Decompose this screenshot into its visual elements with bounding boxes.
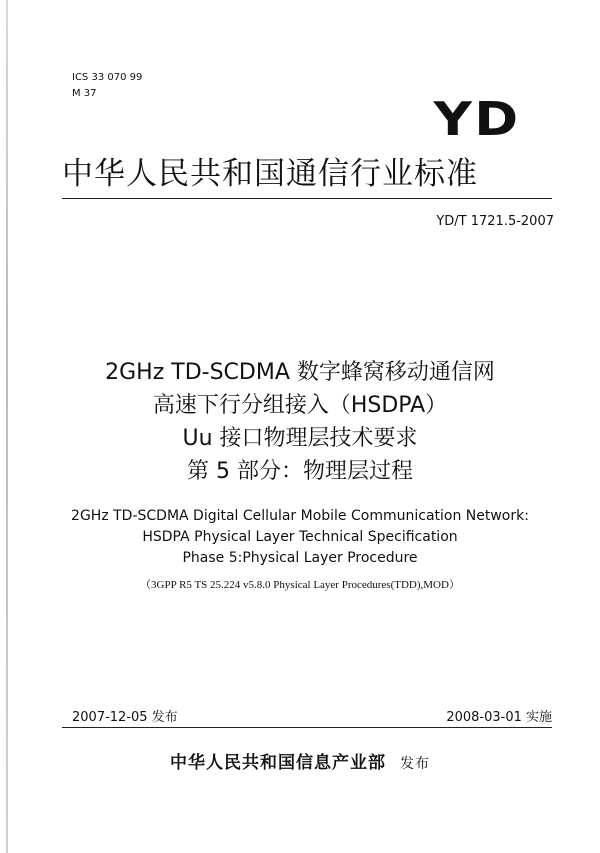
reference-spec: （3GPP R5 TS 25.224 v5.8.0 Physical Layer Procedures(TDD),MOD） — [140, 579, 460, 591]
yd-logo: YD — [433, 92, 520, 146]
top-divider — [62, 198, 552, 199]
standard-category-title: 中华人民共和国通信行业标准 — [62, 156, 478, 192]
effective-date: 2008-03-01 实施 — [446, 710, 552, 725]
chinese-title-line-1: 2GHz TD-SCDMA 数字蜂窝移动通信网 — [105, 360, 495, 385]
standard-number: YD/T 1721.5-2007 — [436, 214, 554, 229]
english-title-line-3: Phase 5:Physical Layer Procedure — [182, 550, 418, 566]
chinese-title-line-2: 高速下行分组接入（HSDPA） — [152, 393, 448, 418]
english-title-line-1: 2GHz TD-SCDMA Digital Cellular Mobile Communication Network: — [71, 508, 529, 524]
issuer-name: 中华人民共和国信息产业部 — [170, 753, 386, 773]
publish-date: 2007-12-05 发布 — [72, 710, 178, 725]
class-code: M 37 — [72, 88, 97, 99]
issuer-line — [0, 748, 600, 773]
ics-code: ICS 33 070 99 — [72, 72, 143, 83]
issue-word: 发布 — [400, 756, 430, 772]
english-title — [0, 506, 600, 569]
chinese-title — [0, 356, 600, 488]
chinese-title-line-3: Uu 接口物理层技术要求 — [182, 426, 418, 451]
classification-block — [72, 70, 142, 102]
chinese-title-line-4: 第 5 部分：物理层过程 — [187, 459, 413, 484]
bottom-divider — [62, 727, 552, 728]
english-title-line-2: HSDPA Physical Layer Technical Specification — [142, 529, 458, 545]
